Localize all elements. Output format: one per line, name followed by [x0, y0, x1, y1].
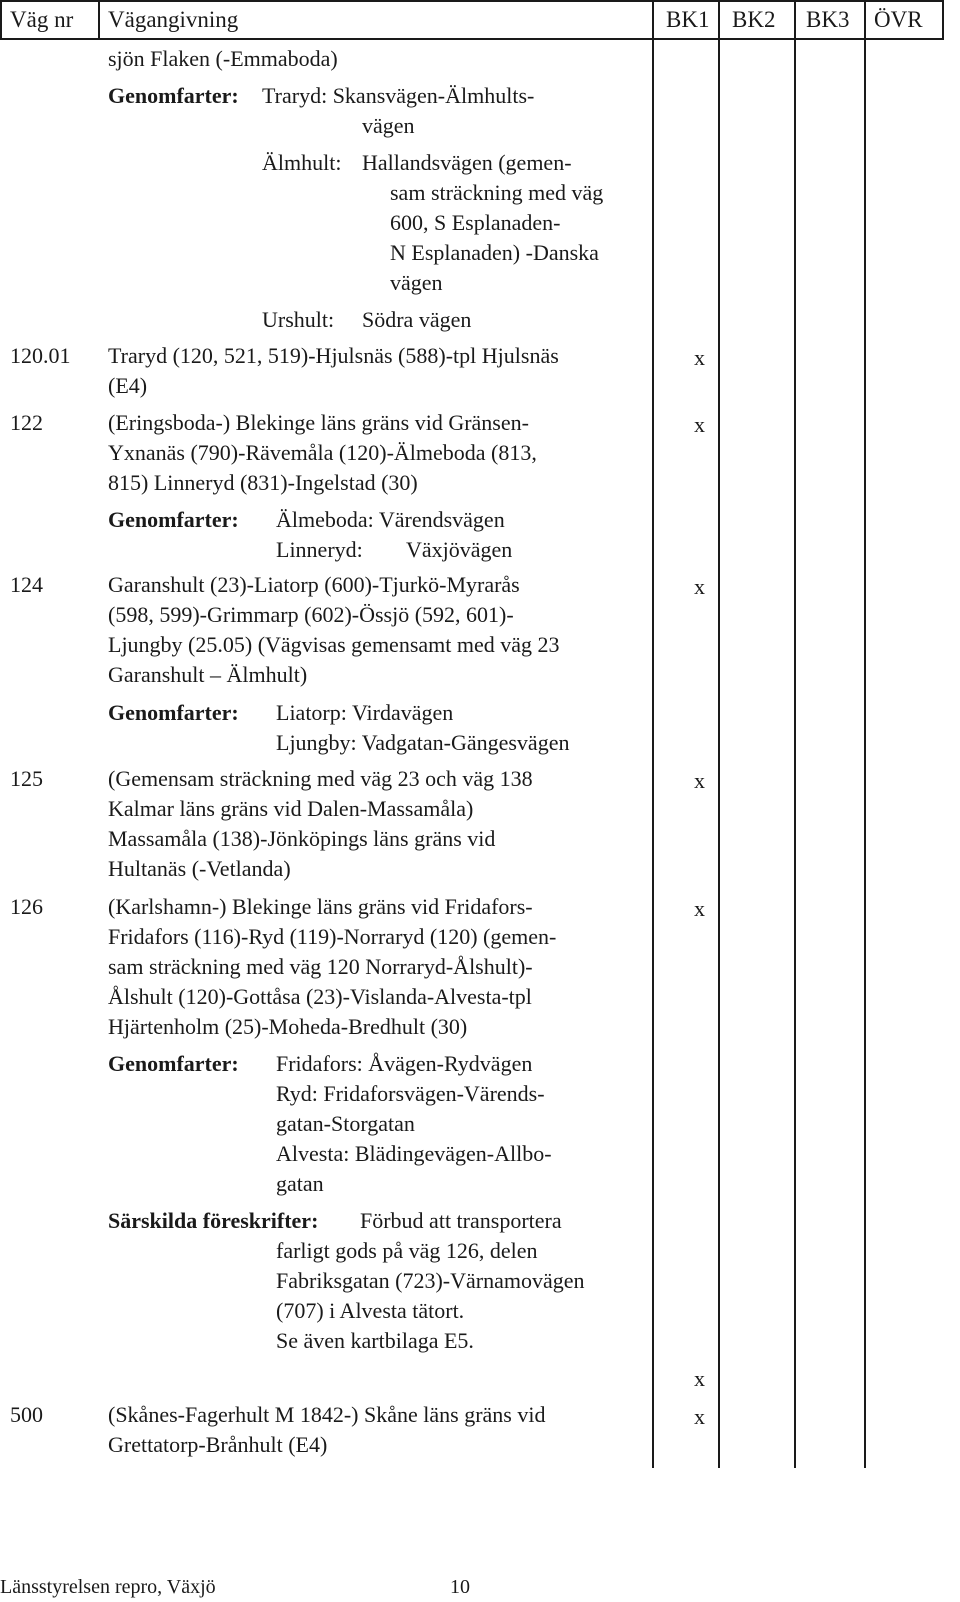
genomfart-almhult-5: vägen: [390, 270, 443, 295]
road-description-line: sam sträckning med väg 120 Norraryd-Ålshult)-: [108, 954, 533, 979]
genomfart-line: Älmeboda: Värendsvägen: [276, 507, 505, 532]
foreskrift-line: Se även kartbilaga E5.: [276, 1328, 474, 1353]
header-bk2: BK2: [732, 7, 776, 32]
genomfarter-label: Genomfarter:: [108, 507, 239, 532]
road-description-line: (598, 599)-Grimmarp (602)-Össjö (592, 601)-: [108, 602, 514, 627]
road-description-line: Massamåla (138)-Jönköpings läns gräns vid: [108, 826, 496, 851]
road-description-line: (Eringsboda-) Blekinge läns gräns vid Gränsen-: [108, 410, 529, 435]
road-description-line: Ålshult (120)-Gottåsa (23)-Vislanda-Alvesta-tpl: [108, 984, 532, 1009]
genomfarter-label: Genomfarter:: [108, 700, 239, 725]
road-description-line: Kalmar läns gräns vid Dalen-Massamåla): [108, 796, 474, 821]
foreskrift-line: Förbud att transportera: [360, 1208, 562, 1233]
road-number: 125: [10, 766, 43, 791]
genomfarter-label: Genomfarter:: [108, 1051, 239, 1076]
header-bk1: BK1: [666, 7, 710, 32]
genomfart-line: Ryd: Fridaforsvägen-Värends-: [276, 1081, 545, 1106]
genomfart-line: Alvesta: Blädingevägen-Allbo-: [276, 1141, 552, 1166]
road-number: 122: [10, 410, 43, 435]
genomfarter-label: Genomfarter:: [108, 83, 239, 108]
genomfart-almhult-4: N Esplanaden) -Danska: [390, 240, 599, 265]
col-divider-vagnr: [98, 0, 100, 40]
road-description-line: Hultanäs (-Vetlanda): [108, 856, 291, 881]
foreskrift-line: (707) i Alvesta tätort.: [276, 1298, 465, 1323]
road-description-line: Fridafors (116)-Ryd (119)-Norraryd (120) (gemen-: [108, 924, 557, 949]
road-description-line: (Gemensam sträckning med väg 23 och väg 138: [108, 766, 533, 791]
genomfart-almhult-2: sam sträckning med väg: [390, 180, 604, 205]
col-divider-bk1: [652, 0, 654, 1468]
road-number: 120.01: [10, 343, 71, 368]
page-number: 10: [450, 1576, 470, 1598]
road-description-line: (Skånes-Fagerhult M 1842-) Skåne läns gräns vid: [108, 1402, 546, 1427]
col-divider-ovr: [864, 0, 866, 1468]
road-number: 500: [10, 1402, 43, 1427]
table-right-border: [942, 0, 944, 40]
col-divider-bk3: [794, 0, 796, 1468]
genomfart-urshult: Södra vägen: [362, 307, 472, 332]
road-description-line: Yxnanäs (790)-Rävemåla (120)-Älmeboda (813,: [108, 440, 537, 465]
genomfart-almhult-label: Älmhult:: [262, 150, 342, 175]
table-top-border: [0, 0, 944, 2]
road-number: 124: [10, 572, 43, 597]
sarskilda-foreskrifter-label: Särskilda föreskrifter:: [108, 1208, 319, 1233]
genomfart-line: Fridafors: Åvägen-Rydvägen: [276, 1051, 533, 1076]
road-description-line: Garanshult (23)-Liatorp (600)-Tjurkö-Myrarås: [108, 572, 520, 597]
header-bottom-border: [0, 38, 944, 40]
foreskrift-line: Fabriksgatan (723)-Värnamovägen: [276, 1268, 585, 1293]
bk1-mark: x: [694, 768, 705, 793]
road-description-line: Ljungby (25.05) (Vägvisas gemensamt med väg 23: [108, 632, 560, 657]
road-description-line: 815) Linneryd (831)-Ingelstad (30): [108, 470, 418, 495]
genomfart-almhult-3: 600, S Esplanaden-: [390, 210, 561, 235]
road-number: 126: [10, 894, 43, 919]
header-ovr: ÖVR: [874, 7, 923, 32]
road-description-line: Hjärtenholm (25)-Moheda-Bredhult (30): [108, 1014, 468, 1039]
road-description-line: (Karlshamn-) Blekinge läns gräns vid Fridafors-: [108, 894, 533, 919]
genomfart-traryd: Traryd: Skansvägen-Älmhults-: [262, 83, 535, 108]
bk1-mark: x: [694, 1404, 705, 1429]
header-vagangivning: Vägangivning: [108, 7, 239, 32]
header-vag-nr: Väg nr: [10, 7, 74, 32]
genomfart-urshult-label: Urshult:: [262, 307, 335, 332]
bk1-mark: x: [694, 412, 705, 437]
bk1-mark: x: [694, 574, 705, 599]
genomfart-line: Ljungby: Vadgatan-Gängesvägen: [276, 730, 570, 755]
continuation-line: sjön Flaken (-Emmaboda): [108, 46, 338, 71]
road-description-line: (E4): [108, 373, 148, 398]
bk1-mark: x: [694, 345, 705, 370]
genomfart-line: gatan: [276, 1171, 324, 1196]
genomfart-line: gatan-Storgatan: [276, 1111, 415, 1136]
genomfart-almhult-1: Hallandsvägen (gemen-: [362, 150, 572, 175]
foreskrift-line: farligt gods på väg 126, delen: [276, 1238, 538, 1263]
footer-publisher: Länsstyrelsen repro, Växjö: [0, 1576, 216, 1598]
road-description-line: Garanshult – Älmhult): [108, 662, 308, 687]
genomfart-line: Linneryd:: [276, 537, 363, 562]
bk1-mark-extra: x: [694, 1366, 705, 1391]
road-description-line: Traryd (120, 521, 519)-Hjulsnäs (588)-tpl Hjulsnäs: [108, 343, 559, 368]
genomfart-traryd-cont: vägen: [362, 113, 415, 138]
table-left-border: [0, 0, 2, 40]
genomfart-line: Växjövägen: [406, 537, 513, 562]
road-description-line: Grettatorp-Brånhult (E4): [108, 1432, 328, 1457]
header-bk3: BK3: [806, 7, 850, 32]
col-divider-bk2: [718, 0, 720, 1468]
genomfart-line: Liatorp: Virdavägen: [276, 700, 454, 725]
bk1-mark: x: [694, 896, 705, 921]
